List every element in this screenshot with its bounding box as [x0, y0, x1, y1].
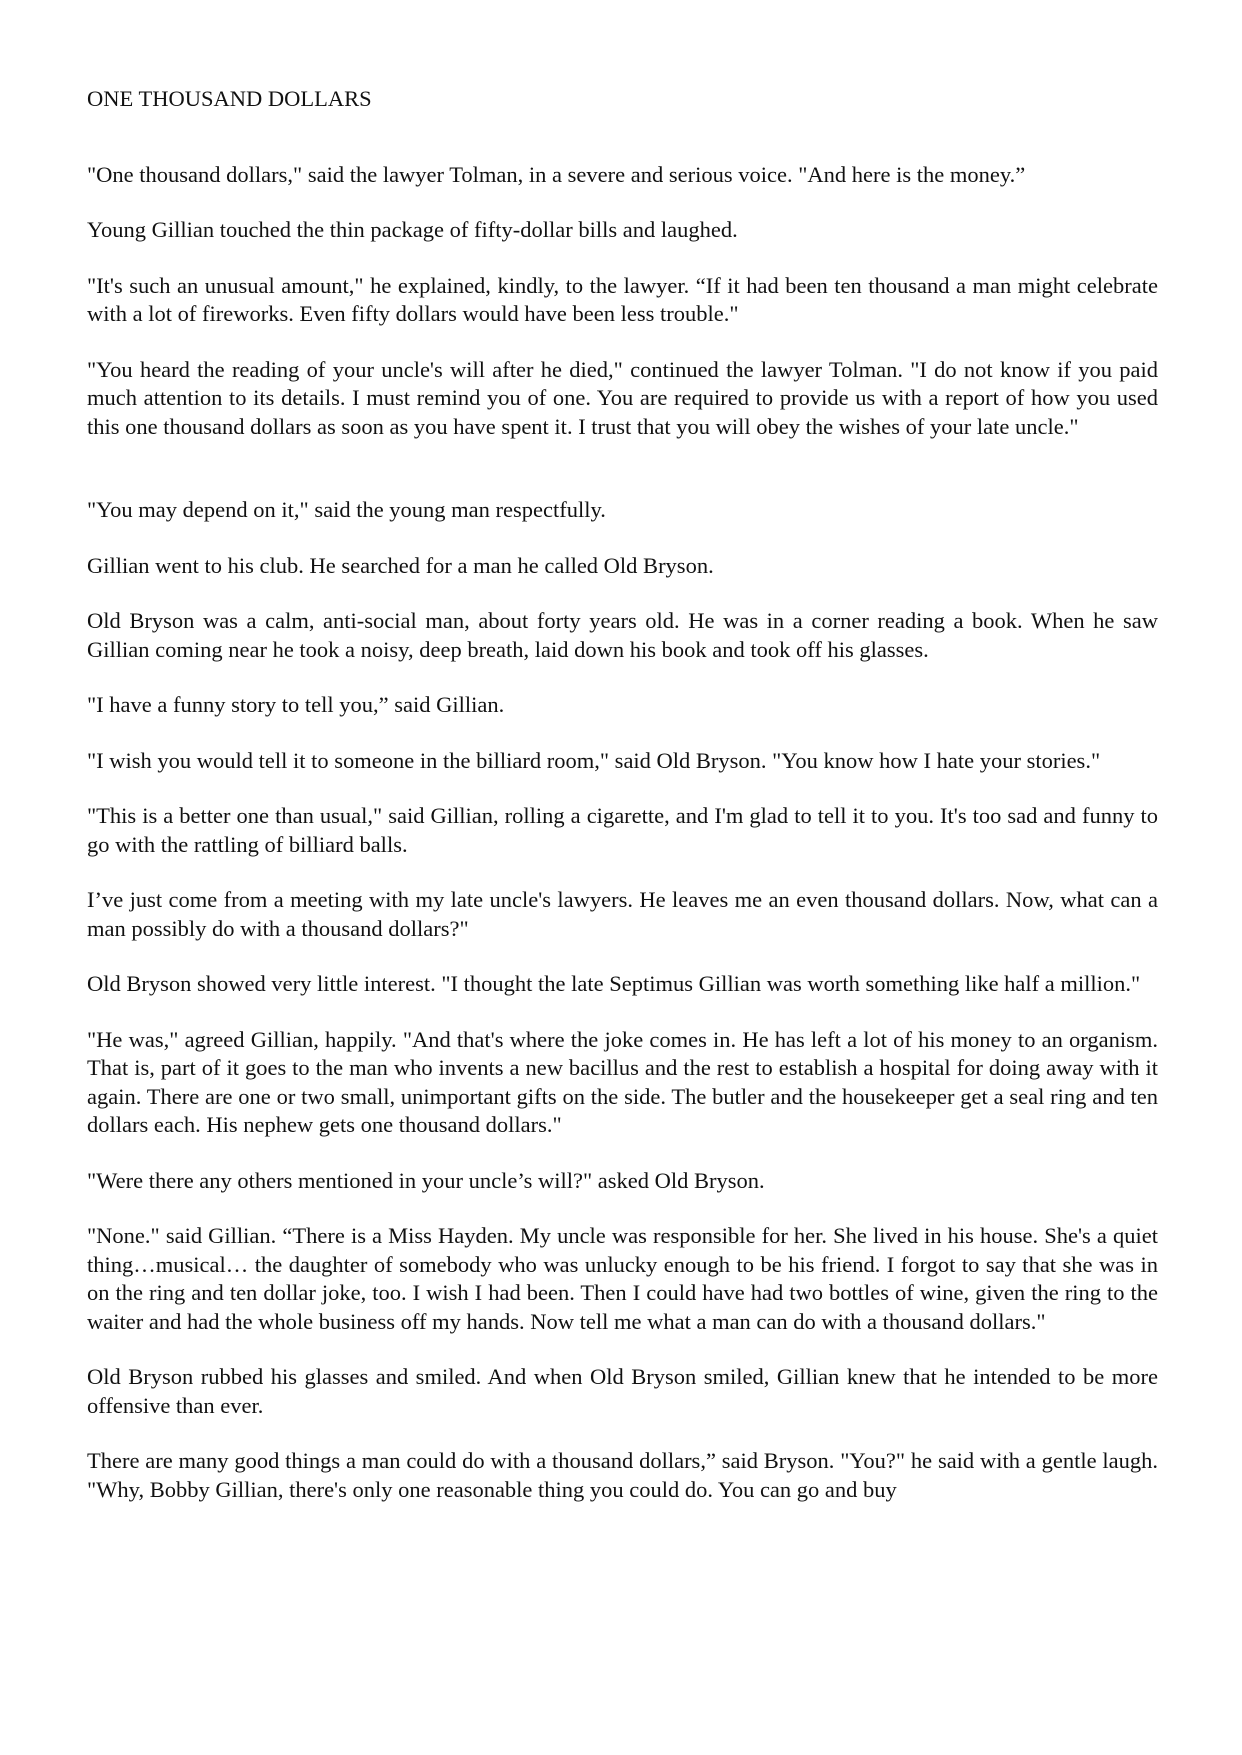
paragraph: Young Gillian touched the thin package of fifty-dollar bills and laughed. [87, 217, 738, 242]
paragraph: "One thousand dollars," said the lawyer Tolman, in a severe and serious voice. "And here is the money.” [87, 161, 1026, 187]
paragraph: Old Bryson was a calm, anti-social man, about forty years old. He was in a corner reading a book. When he saw Gillian coming near he took a noisy, deep breath, laid down his book and took off his glasses. [87, 608, 1158, 662]
paragraph: Old Bryson showed very little interest. "I thought the late Septimus Gillian was worth something like half a million." [87, 971, 1141, 996]
paragraph: "I wish you would tell it to someone in the billiard room," said Old Bryson. "You know how I hate your stories." [87, 747, 1101, 773]
paragraph: "You may depend on it," said the young man respectfully. [87, 497, 606, 522]
document-title: ONE THOUSAND DOLLARS [87, 86, 372, 111]
paragraph: "This is a better one than usual," said Gillian, rolling a cigarette, and I'm glad to tell it to you. It's too sad and funny to go with the rattling of billiard balls. [87, 803, 1158, 857]
paragraph: Old Bryson rubbed his glasses and smiled. And when Old Bryson smiled, Gillian knew that he intended to be more offensive than ever. [87, 1364, 1158, 1418]
paragraph: I’ve just come from a meeting with my late uncle's lawyers. He leaves me an even thousand dollars. Now, what can a man possibly do with a thousand dollars?" [87, 887, 1158, 941]
paragraph: "It's such an unusual amount," he explained, kindly, to the lawyer. “If it had been ten thousand a man might celebrate with a lot of fireworks. Even fifty dollars would have been less trouble." [87, 272, 1158, 326]
paragraph: "I have a funny story to tell you,” said Gillian. [87, 692, 505, 717]
paragraph: There are many good things a man could do with a thousand dollars,” said Bryson. "You?" he said with a gentle laugh. "Why, Bobby Gillian, there's only one reasonable thing you could do. You can go and buy [87, 1448, 1158, 1502]
paragraph: "You heard the reading of your uncle's will after he died," continued the lawyer Tolman. "I do not know if you paid much attention to its details. I must remind you of one. You are required to provide us with a report of how you used this one thousand dollars as soon as you have spent it. I trust that you will obey the wishes of your late uncle." [87, 356, 1158, 439]
paragraph: Gillian went to his club. He searched for a man he called Old Bryson. [87, 552, 714, 578]
paragraph: "None." said Gillian. “There is a Miss Hayden. My uncle was responsible for her. She lived in his house. She's a quiet thing…musical… the daughter of somebody who was unlucky enough to be his friend. I forgot to say that she was in on the ring and ten dollar joke, too. I wish I had been. Then I could have had two bottles of wine, given the ring to the waiter and had the whole business off my hands. Now tell me what a man can do with a thousand dollars." [87, 1223, 1158, 1334]
paragraph: "He was," agreed Gillian, happily. "And that's where the joke comes in. He has left a lot of his money to an organism. That is, part of it goes to the man who invents a new bacillus and the rest to establish a hospital for doing away with it again. There are one or two small, unimportant gifts on the side. The butler and the housekeeper get a seal ring and ten dollars each. His nephew gets one thousand dollars." [87, 1026, 1158, 1137]
document-body [87, 85, 1158, 1531]
paragraph: "Were there any others mentioned in your uncle’s will?" asked Old Bryson. [87, 1167, 765, 1193]
